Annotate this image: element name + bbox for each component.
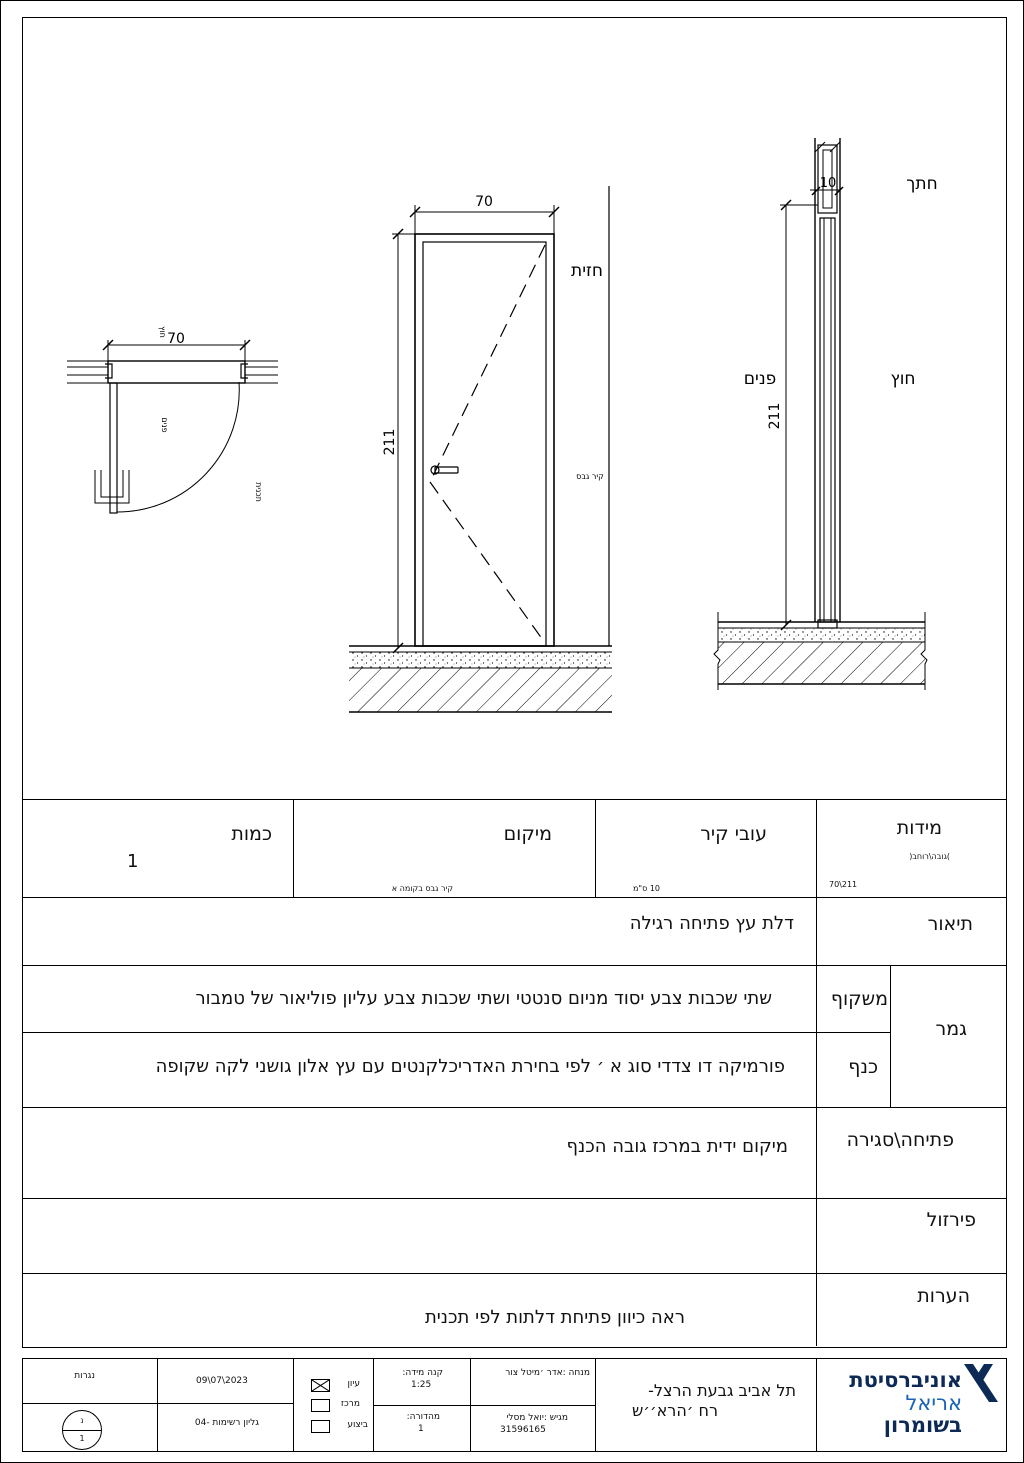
- scale-label: קנה מידה:: [402, 1368, 443, 1378]
- location-label: מיקום: [503, 823, 552, 845]
- section-inside-label: פנים: [743, 369, 777, 389]
- plan-inside-label: פנים: [160, 417, 169, 433]
- leaf-finish-value: פורמיקה דו צדדי סוג א ׳ לפי בחירת האדריכלקנטים עם עץ אלון גושני לקה שקופה: [155, 1056, 785, 1077]
- description-label: תיאור: [927, 913, 973, 935]
- sheet-symbol-bottom: 1: [79, 1434, 85, 1443]
- sheet-symbol: [62, 1410, 102, 1450]
- section-thickness-dimension: 10: [819, 176, 837, 191]
- operation-label: פתיחה\סגירה: [846, 1129, 954, 1151]
- submitter: מגיש :יואל מסלי: [506, 1413, 568, 1423]
- plan-view-label: תכנית: [254, 482, 263, 502]
- quantity-value: 1: [127, 851, 139, 872]
- logo-mark-icon: [962, 1362, 1000, 1406]
- elevation-width-dimension: 70: [475, 194, 493, 210]
- section-outside-label: חוץ: [890, 369, 916, 389]
- notes-label: הערות: [917, 1285, 970, 1307]
- project-title-line2: רח ׳הרא׳׳ש: [631, 1401, 718, 1420]
- leaf-label: כנף: [848, 1056, 878, 1078]
- logo-line2: אריאל: [905, 1391, 962, 1415]
- section-title: חתך: [906, 174, 938, 194]
- frame-finish-value: שתי שכבות צבע יסוד מניום סנטטי ושתי שכבות צבע עליון פוליאור של טמבור: [195, 988, 772, 1009]
- notes-value: ראה כיוון פתיחת דלתות לפי תכנית: [424, 1307, 685, 1328]
- logo-line3: בשומרון: [883, 1413, 962, 1437]
- description-value: דלת עץ פתיחה רגילה: [629, 913, 794, 934]
- door-plan: [67, 340, 278, 513]
- door-section: [714, 138, 927, 690]
- stage-execution-label: ביצוע: [347, 1420, 368, 1430]
- supervisor: מנחה :אדר ׳מיטל צור: [505, 1368, 590, 1378]
- elevation-height-dimension: 211: [382, 428, 398, 456]
- stage-review-label: עיון: [347, 1379, 360, 1389]
- wall-note: קיר גבס: [576, 472, 604, 481]
- stage-center-label: מרכז: [340, 1399, 360, 1409]
- stage-execution-checkbox[interactable]: [311, 1420, 330, 1433]
- scale-value: 1:25: [411, 1380, 432, 1390]
- dimensions-label: מידות: [896, 817, 942, 839]
- sheet-name: גליון רשימות -04: [194, 1418, 259, 1428]
- hardware-label: פירזול: [926, 1209, 976, 1231]
- section-height-dimension: 211: [767, 402, 783, 430]
- frame-label: משקוף: [830, 988, 888, 1010]
- location-value: קיר גבס בקומה א: [391, 884, 453, 893]
- quantity-label: כמות: [231, 823, 272, 845]
- plan-outside-label: חוץ: [158, 326, 167, 338]
- finish-label: גמר: [935, 1018, 967, 1040]
- sheet-symbol-top: נ: [80, 1416, 84, 1425]
- student-id: 31596165: [500, 1425, 546, 1435]
- stage-center-checkbox[interactable]: [311, 1399, 330, 1412]
- elevation-view-label: חזית: [571, 261, 603, 281]
- project-title-line1: תל אביב גבעת הרצל-: [648, 1381, 796, 1400]
- edition-label: מהדורה:: [406, 1412, 440, 1422]
- dimensions-sublabel: )גובה\רוחב(: [909, 852, 950, 861]
- date: 09\07\2023: [196, 1376, 248, 1386]
- dimensions-value: 70\211: [829, 880, 858, 889]
- edition-value: 1: [418, 1424, 424, 1434]
- wall-thickness-value: 10 ס"מ: [632, 884, 660, 893]
- stage-review-checkbox[interactable]: [311, 1379, 330, 1392]
- operation-value: מיקום ידית במרכז גובה הכנף: [566, 1136, 788, 1157]
- discipline-label: נגרות: [74, 1371, 95, 1381]
- wall-thickness-label: עובי קיר: [700, 823, 767, 845]
- logo-line1: אוניברסיטת: [849, 1368, 962, 1392]
- plan-width-dimension: 70: [167, 331, 185, 347]
